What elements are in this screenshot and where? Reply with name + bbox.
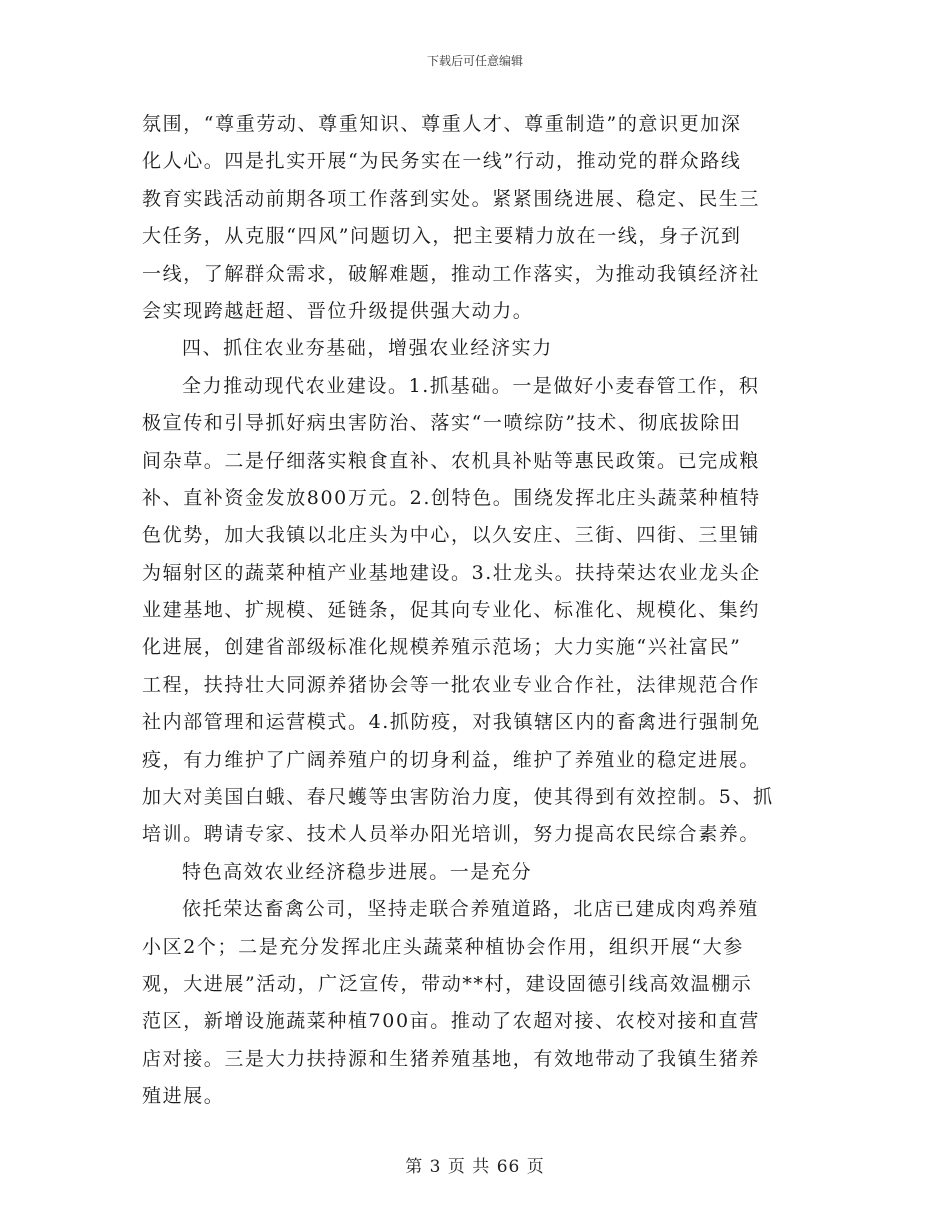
document-body [142, 106, 812, 1116]
text-line: 加大对美国白蛾、春尺蠖等虫害防治力度，使其得到有效控制。5、抓 [142, 786, 774, 809]
text-line: 全力推动现代农业建设。1.抓基础。一是做好小麦春管工作，积 [182, 374, 760, 397]
text-line: 业建基地、扩规模、延链条，促其向专业化、标准化、规模化、集约 [142, 599, 761, 622]
text-line: 化人心。四是扎实开展“为民务实在一线”行动，推动党的群众路线 [142, 150, 742, 173]
text-line: 培训。聘请专家、技术人员举办阳光培训，努力提高农民综合素养。 [142, 823, 761, 846]
text-line: 化进展，创建省部级标准化规模养殖示范场；大力实施“兴社富民” [142, 636, 742, 659]
page-header-note: 下载后可任意编辑 [426, 54, 523, 68]
section-heading: 四、抓住农业夯基础，增强农业经济实力 [182, 337, 553, 360]
text-line: 社内部管理和运营模式。4.抓防疫，对我镇辖区内的畜禽进行强制免 [142, 711, 761, 734]
text-line: 范区，新增设施蔬菜种植700亩。推动了农超对接、农校对接和直营 [142, 1010, 760, 1033]
text-line: 大任务，从克服“四风”问题切入，把主要精力放在一线，身子沉到 [142, 225, 742, 248]
text-line: 观，大进展”活动，广泛宣传，带动**村，建设固德引线高效温棚示 [142, 972, 753, 995]
text-line: 特色高效农业经济稳步进展。一是充分 [182, 860, 533, 883]
text-line: 氛围，“尊重劳动、尊重知识、尊重人才、尊重制造”的意识更加深 [142, 113, 742, 135]
text-line: 一线，了解群众需求，破解难题，推动工作落实，为推动我镇经济社 [142, 262, 761, 285]
text-line: 色优势，加大我镇以北庄头为中心，以久安庄、三街、四街、三里铺 [142, 524, 761, 547]
text-line: 会实现跨越赶超、晋位升级提供强大动力。 [142, 299, 534, 322]
text-line: 教育实践活动前期各项工作落到实处。紧紧围绕进展、稳定、民生三 [142, 187, 761, 210]
page-number: 第 3 页 共 66 页 [405, 1157, 545, 1177]
text-line: 店对接。三是大力扶持源和生猪养殖基地，有效地带动了我镇生猪养 [142, 1047, 761, 1070]
text-line: 殖进展。 [142, 1085, 225, 1108]
text-line: 小区2个；二是充分发挥北庄头蔬菜种植协会作用，组织开展“大参 [142, 935, 744, 958]
text-line: 依托荣达畜禽公司，坚持走联合养殖道路，北店已建成肉鸡养殖 [182, 898, 759, 921]
text-line: 间杂草。二是仔细落实粮食直补、农机具补贴等惠民政策。已完成粮 [142, 449, 761, 472]
text-line: 极宣传和引导抓好病虫害防治、落实“一喷综防”技术、彻底拔除田 [142, 412, 742, 435]
text-line: 为辐射区的蔬菜种植产业基地建设。3.壮龙头。扶持荣达农业龙头企 [142, 561, 761, 584]
text-line: 工程，扶持壮大同源养猪协会等一批农业专业合作社，法律规范合作 [142, 673, 761, 696]
text-line: 补、直补资金发放800万元。2.创特色。围绕发挥北庄头蔬菜种植特 [142, 486, 761, 509]
text-line: 疫，有力维护了广阔养殖户的切身利益，维护了养殖业的稳定进展。 [142, 748, 761, 771]
